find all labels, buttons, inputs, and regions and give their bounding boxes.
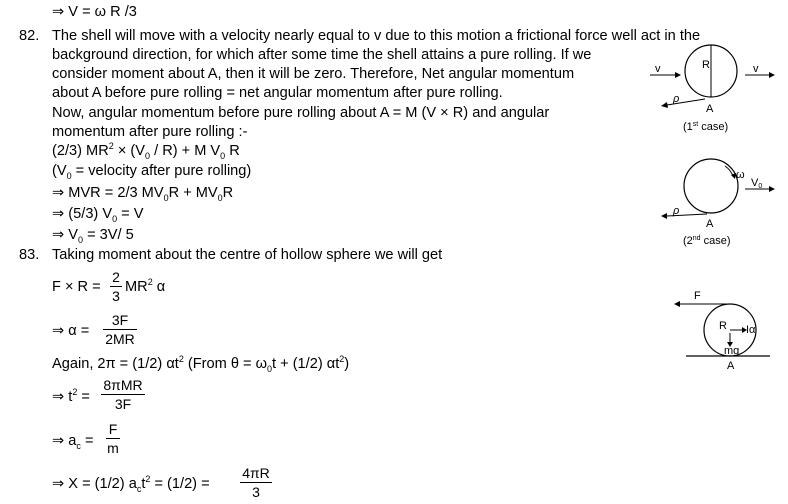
- label-mg: mg: [724, 345, 740, 357]
- q83-line-1: Taking moment about the centre of hollow sphere we will get: [52, 247, 443, 263]
- q83-equation-3: Again, 2π = (1/2) $\alpha t^2$ (From $\theta = \omega_0t + (1/2)$ $\alpha t^2$): [52, 354, 350, 374]
- label-A: A: [706, 218, 714, 230]
- fraction-4piR-3: 4πR 3: [240, 465, 272, 500]
- q82-equation-1: (2/3) $MR^2 \times (V_0 / R) + M$ $V_0$ R: [52, 141, 240, 161]
- omega-arc: [725, 166, 733, 176]
- q82-equation-2: ($V_0$ = velocity after pure rolling): [52, 163, 252, 181]
- arrowhead: [661, 102, 668, 108]
- q82-equation-4: ⇒ (5/3) $V_0 = V$: [52, 206, 144, 224]
- fraction-2-3: 2 3: [110, 269, 122, 304]
- q82-line-1: The shell will move with a velocity nearly equal to v due to this motion a frictional force well act in the: [52, 28, 701, 44]
- q82-line-4: about A before pure rolling = net angular momentum after pure rolling.: [52, 85, 503, 101]
- label-v-right: v: [753, 63, 759, 75]
- q82-line-6: momentum after pure rolling :-: [52, 124, 248, 140]
- label-v0: V0: [751, 177, 763, 190]
- q82-line-2: background direction, for which after some time the shell attains a pure rolling. If we: [52, 47, 592, 63]
- caption-first-case: (1st case): [683, 121, 729, 133]
- q82-line-5: Now, angular momentum before pure rolling about A = M (V × R) and angular: [52, 105, 550, 121]
- q82-equation-3: ⇒ MVR = 2/3 $MV_0R + MV_0R$: [52, 185, 234, 203]
- label-F: F: [694, 290, 701, 302]
- label-R: R: [702, 59, 710, 71]
- q83-equation-4: ⇒ $t^2$ =: [52, 387, 90, 405]
- q82-line-3: consider moment about A, then it will be zero. Therefore, Net angular momentum: [52, 66, 575, 82]
- label-A: A: [706, 103, 714, 115]
- q83-equation-2: ⇒ α =: [52, 323, 90, 339]
- label-A: A: [727, 360, 735, 372]
- label-R: R: [719, 320, 727, 332]
- q83-equation-1: F × R =: [52, 279, 101, 295]
- arrowhead: [674, 301, 680, 307]
- q83-equation-1-rest: $MR^2$ α: [125, 277, 166, 295]
- label-v-left: v: [655, 63, 661, 75]
- label-omega: ω: [736, 169, 745, 181]
- q82-equation-5: ⇒ $V_0 = 3V/$ 5: [52, 227, 134, 245]
- fraction-8piMR-3F: 8πMR 3F: [101, 377, 145, 412]
- arrowhead: [661, 213, 667, 219]
- label-rho: ρ: [673, 93, 680, 105]
- fraction-F-m: F m: [107, 421, 119, 456]
- figure-first-case: [645, 44, 785, 136]
- prev-answer-line: ⇒ V = ω R /3: [52, 4, 137, 20]
- label-I-alpha: Iα: [746, 324, 756, 336]
- q83-equation-6: ⇒ X = (1/2) $a_ct^2 = (1/2)$ =: [52, 474, 210, 494]
- caption-second-case: (2nd case): [683, 235, 731, 247]
- question-82-number: 82.: [19, 28, 40, 44]
- figure-hollow-sphere: [670, 287, 780, 373]
- fraction-3F-2MR: 3F 2MR: [103, 312, 137, 347]
- question-83-number: 83.: [19, 247, 40, 263]
- arrowhead: [769, 72, 775, 78]
- label-rho: ρ: [673, 205, 680, 217]
- figure-second-case: [645, 158, 785, 250]
- arrowhead: [769, 186, 775, 192]
- arrowhead: [675, 72, 681, 78]
- q83-equation-5: ⇒ $a_c$ =: [52, 433, 94, 451]
- shell-circle: [684, 159, 738, 213]
